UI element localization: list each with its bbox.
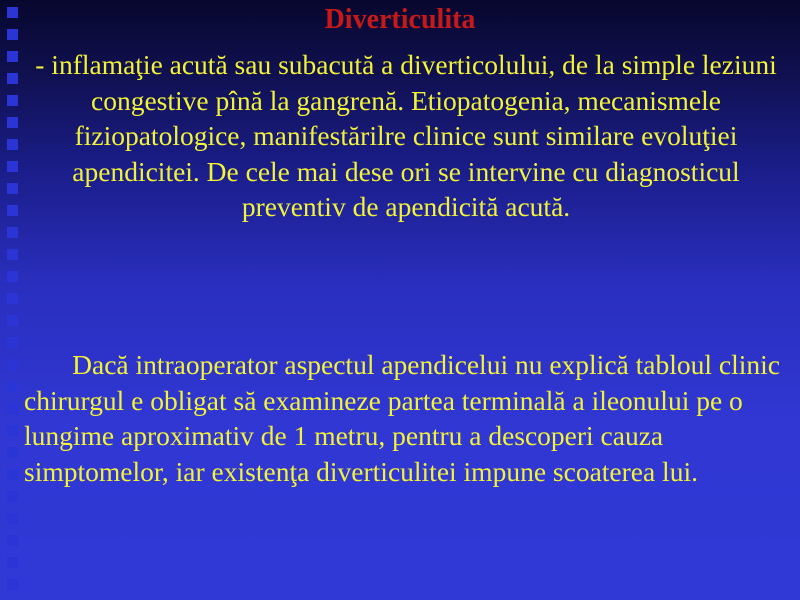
slide-title: Diverticulita: [324, 4, 476, 35]
intraoperative-paragraph: [24, 347, 784, 489]
definition-paragraph: - inflamaţie acută sau subacută a diverticolului, de la simple leziuni congestive pînă la gangrenă. Etiopatogenia, mecanismele fiziopatologice, manifestărilre clinice sunt similare evoluţiei apendicitei. De cele mai dese ori se intervine cu diagnosticul preventiv de apendicită acută.: [35, 49, 777, 222]
intraoperative-text: Dacă intraoperator aspectul apendicelui nu explică tabloul clinic chirurgul e obligat să examineze partea terminală a ileonului pe o lungime aproximativ de 1 metru, pentru a descoperi cauza simptomelor, iar existenţa diverticulitei impune scoaterea lui.: [24, 349, 780, 487]
